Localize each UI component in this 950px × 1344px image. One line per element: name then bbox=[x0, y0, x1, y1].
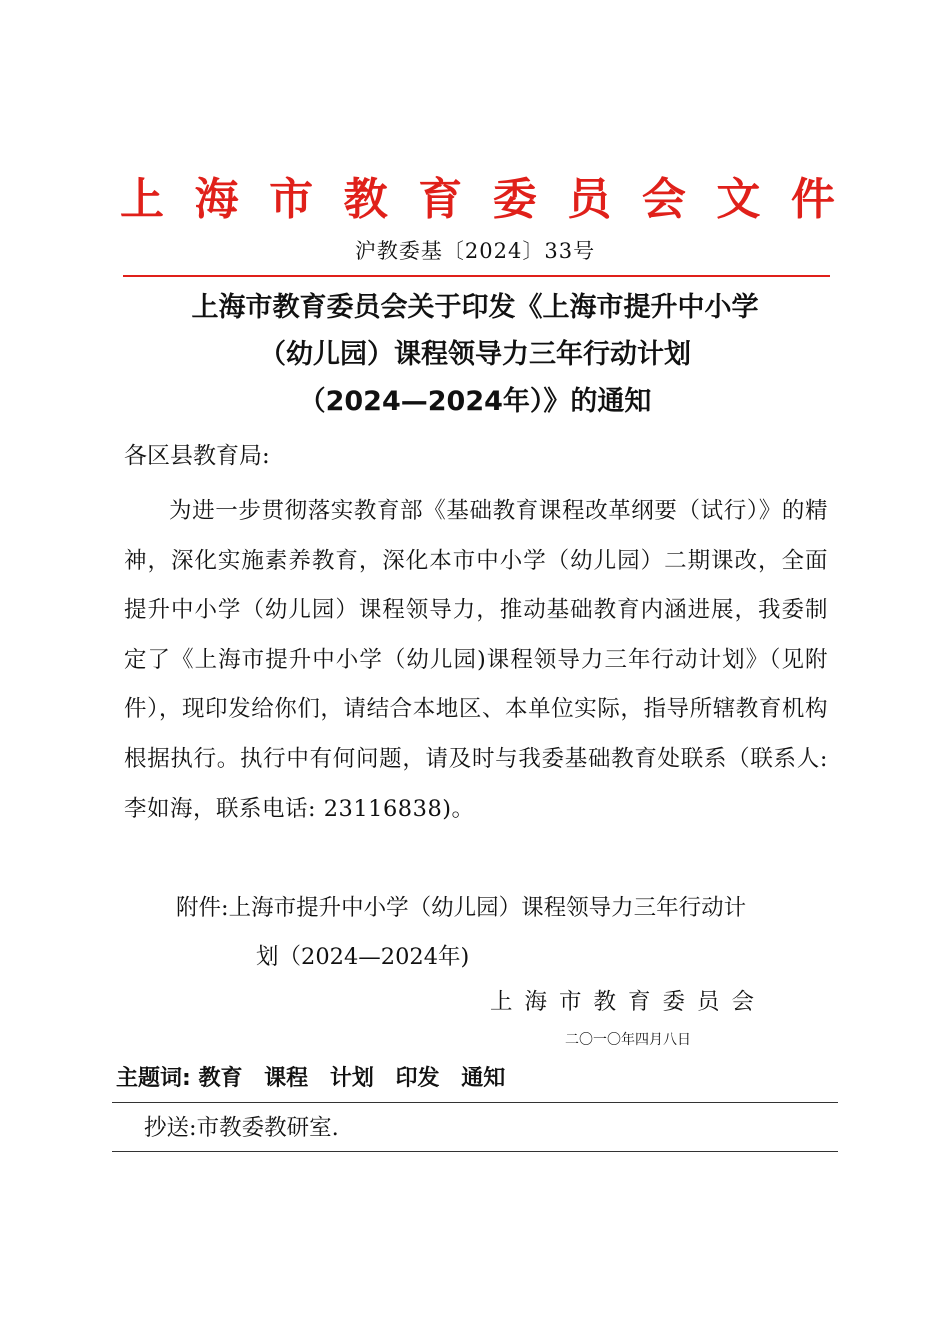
keywords-label: 主题词: bbox=[116, 1066, 191, 1091]
issuer-char: 教 bbox=[343, 174, 388, 225]
issuer-char: 文 bbox=[716, 174, 761, 225]
issuer-char: 会 bbox=[641, 174, 686, 225]
cc-recipients: 抄送:市教委教研室. bbox=[144, 1115, 339, 1141]
issuer-char: 市 bbox=[269, 174, 314, 225]
divider-line bbox=[112, 1102, 838, 1103]
attachment-note bbox=[176, 884, 836, 982]
signer: 上海市教育委员会 bbox=[490, 989, 767, 1015]
notice-title bbox=[0, 284, 950, 425]
keyword: 通知 bbox=[461, 1066, 506, 1091]
issuer-char: 育 bbox=[418, 174, 463, 225]
attachment-label: 附件: bbox=[176, 895, 229, 921]
addressee: 各区县教育局: bbox=[124, 443, 270, 469]
issuer-char: 委 bbox=[492, 174, 537, 225]
attachment-title: 上海市提升中小学（幼儿园）课程领导力三年行动计 bbox=[228, 895, 747, 921]
document-number: 沪教委基〔2024〕33号 bbox=[354, 239, 596, 263]
keyword: 教育 bbox=[198, 1066, 243, 1091]
keyword: 印发 bbox=[395, 1066, 440, 1091]
issuer-char: 员 bbox=[567, 174, 612, 225]
issuer-char: 上 bbox=[120, 174, 164, 225]
notice-title-line: （幼儿园）课程领导力三年行动计划 bbox=[259, 339, 691, 370]
subject-keywords bbox=[116, 1062, 519, 1096]
issuer-char: 海 bbox=[194, 174, 239, 225]
issuer-header bbox=[120, 170, 835, 230]
notice-title-line: （2024—2024年）》的通知 bbox=[298, 386, 652, 417]
body-paragraph: 为进一步贯彻落实教育部《基础教育课程改革纲要（试行）》的精神，深化实施素养教育，深化本市中小学（幼儿园）二期课改，全面提升中小学（幼儿园）课程领导力，推动基础教育内涵进展，我委制定了《上海市提升中小学（幼儿园)课程领导力三年行动计划》（见附件），现印发给你们，请结合本地区、本单位实际，指导所辖教育机构根据执行。执行中有何问题，请及时与我委基础教育处联系（联系人: 李如海，联系电话: 23116838)。 bbox=[124, 498, 828, 822]
issuer-char: 件 bbox=[790, 174, 835, 225]
notice-title-line: 上海市教育委员会关于印发《上海市提升中小学 bbox=[191, 292, 759, 323]
signing-date: 二〇一〇年四月八日 bbox=[565, 1032, 691, 1048]
keyword: 课程 bbox=[264, 1066, 309, 1091]
divider-line bbox=[112, 1151, 838, 1152]
red-divider bbox=[123, 275, 830, 277]
attachment-title-continued: 划（2024—2024年) bbox=[256, 944, 470, 970]
keyword: 计划 bbox=[329, 1066, 374, 1091]
